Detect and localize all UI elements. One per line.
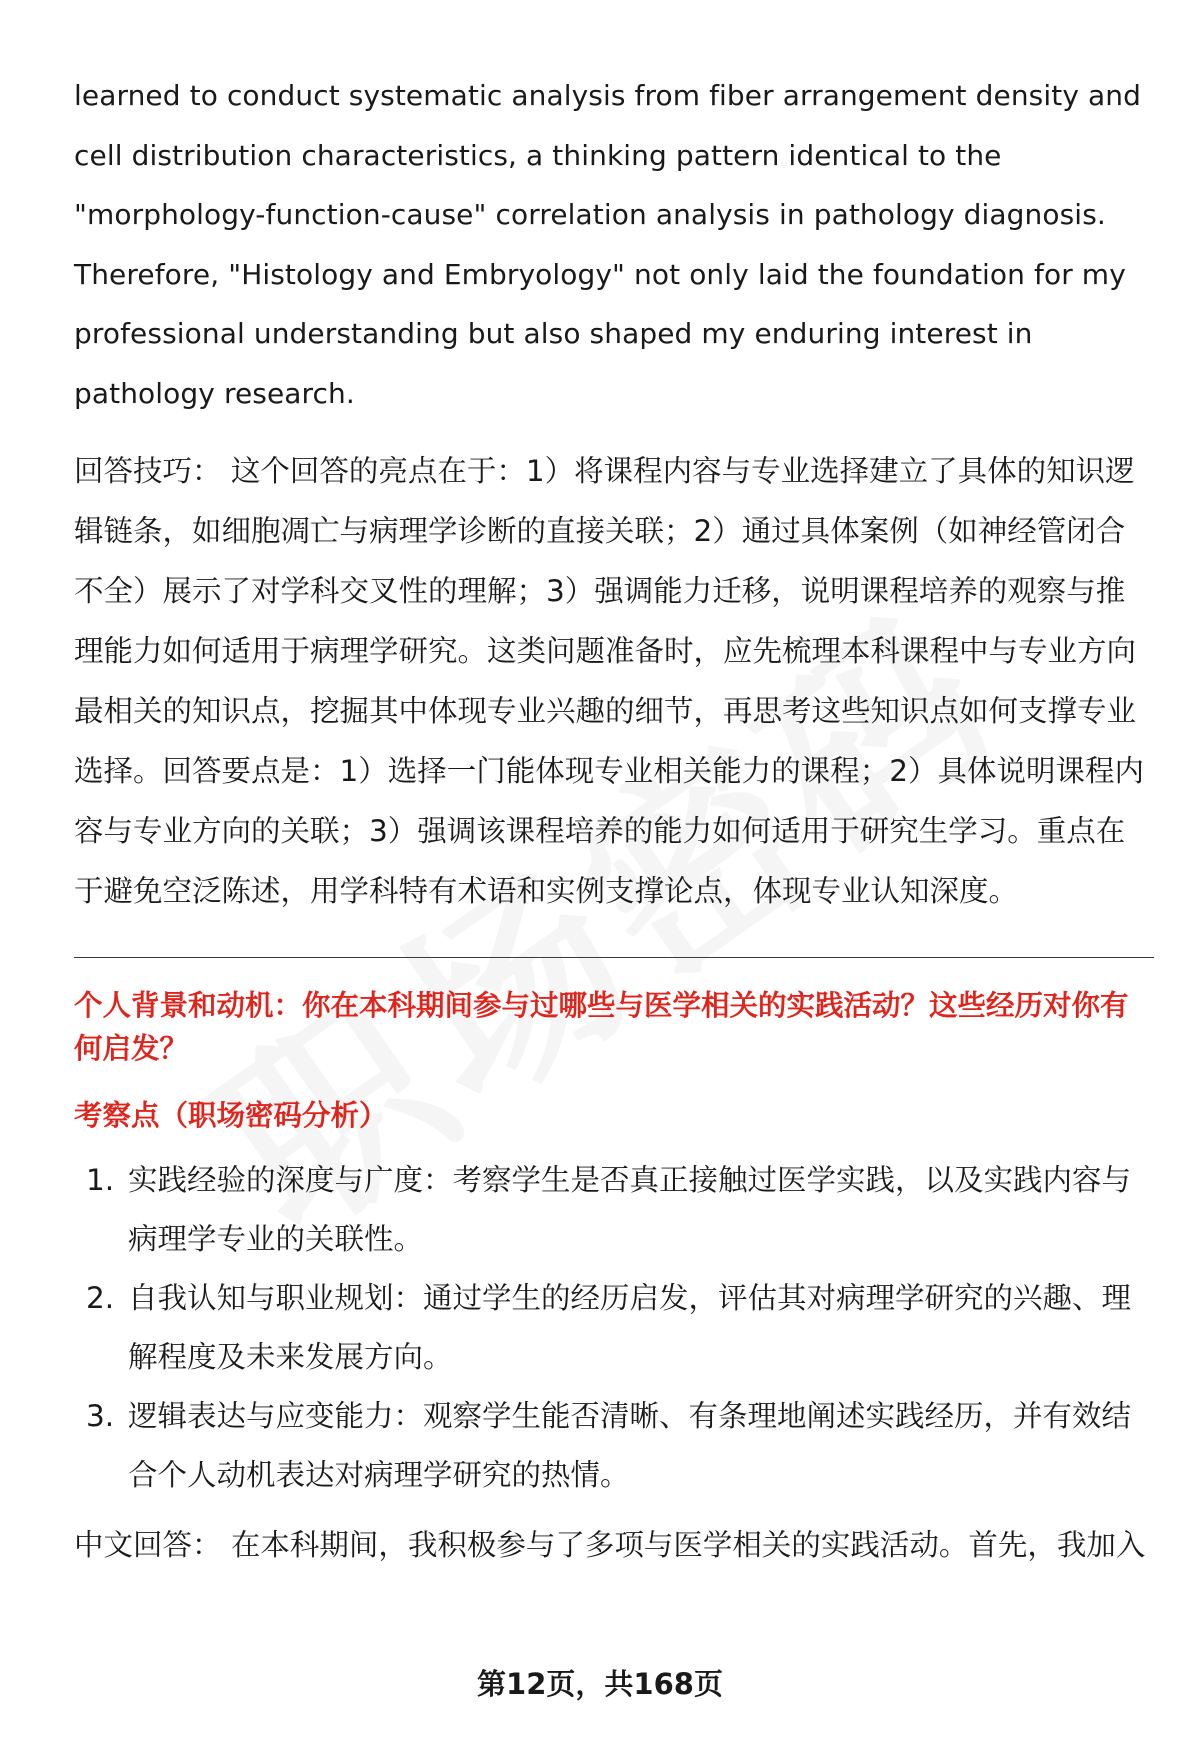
list-item-text: 实践经验的深度与广度：考察学生是否真正接触过医学实践，以及实践内容与病理学专业的关联性。	[128, 1163, 1132, 1256]
document-page	[74, 66, 1154, 1575]
list-item-number: 2.	[86, 1281, 115, 1315]
english-paragraph: learned to conduct systematic analysis from fiber arrangement density and cell distribution characteristics, a thinking pattern identical to the "morphology-function-cause" correlation analysis in pathology diagnosis. Therefore, "Histology and Embryology" not only laid the foundation for my professional understanding but also shaped my enduring interest in pathology research.	[74, 79, 1141, 410]
list-item-text: 自我认知与职业规划：通过学生的经历启发，评估其对病理学研究的兴趣、理解程度及未来发展方向。	[128, 1281, 1132, 1374]
page-number: 第12页，共168页	[477, 1667, 723, 1701]
list-item	[74, 1151, 1154, 1269]
list-item-text: 逻辑表达与应变能力：观察学生能否清晰、有条理地阐述实践经历，并有效结合个人动机表达对病理学研究的热情。	[128, 1399, 1132, 1492]
tips-paragraph: 回答技巧： 这个回答的亮点在于：1）将课程内容与专业选择建立了具体的知识逻辑链条，如细胞凋亡与病理学诊断的直接关联；2）通过具体案例（如神经管闭合不全）展示了对学科交叉性的理解；3）强调能力迁移，说明课程培养的观察与推理能力如何适用于病理学研究。这类问题准备时，应先梳理本科课程中与专业方向最相关的知识点，挖掘其中体现专业兴趣的细节，再思考这些知识点如何支撑专业选择。回答要点是：1）选择一门能体现专业相关能力的课程；2）具体说明课程内容与专业方向的关联；3）强调该课程培养的能力如何适用于研究生学习。重点在于避免空泛陈述，用学科特有术语和实例支撑论点，体现专业认知深度。	[74, 454, 1145, 908]
list-item	[74, 1387, 1154, 1505]
answer-paragraph: 中文回答： 在本科期间，我积极参与了多项与医学相关的实践活动。首先，我加入	[74, 1528, 1146, 1562]
list-item-number: 1.	[86, 1163, 115, 1197]
assessment-points-list	[74, 1151, 1154, 1505]
list-item-number: 3.	[86, 1399, 115, 1433]
question-heading: 个人背景和动机：你在本科期间参与过哪些与医学相关的实践活动？这些经历对你有何启发？	[74, 989, 1129, 1065]
section-divider	[74, 957, 1154, 958]
list-item	[74, 1269, 1154, 1387]
assessment-subheading: 考察点（职场密码分析）	[74, 1099, 388, 1132]
